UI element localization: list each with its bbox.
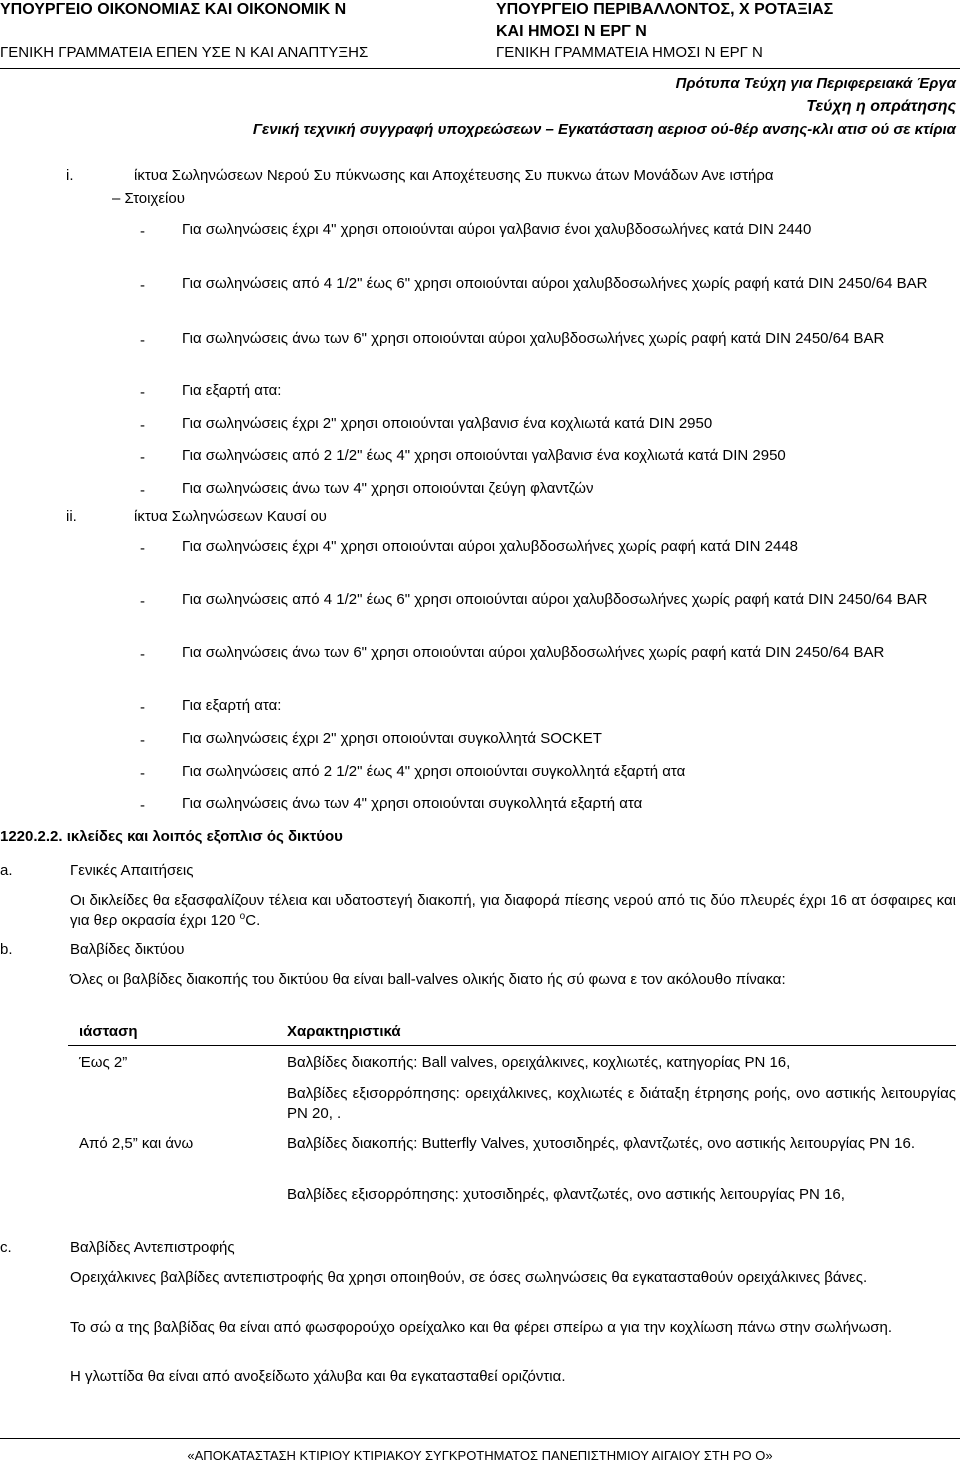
- table-header-characteristics: Χαρακτηριστικά: [287, 1023, 401, 1040]
- list-item: Για σωληνώσεις άνω των 4" χρησι οποιούνται συγκολλητά εξαρτή ατα: [182, 795, 643, 812]
- sub-c-paragraph: Ορειχάλκινες βαλβίδες αντεπιστροφής θα χρησι οποιηθούν, σε όσες σωληνώσεις θα εγκατασταθούν ορειχάλκινες βάνες.: [70, 1269, 868, 1286]
- list-item: Για σωληνώσεις έχρι 2" χρησι οποιούνται συγκολλητά SOCKET: [182, 730, 602, 747]
- ministry-right-subtitle: ΓΕΝΙΚΗ ΓΡΑΜΜΑΤΕΙΑ ΗΜΟΣΙ Ν ΕΡΓ Ν: [496, 44, 763, 61]
- list-dash: -: [140, 540, 145, 557]
- footer-divider: [0, 1438, 960, 1439]
- list-dash: -: [140, 417, 145, 434]
- ministry-left-subtitle: ΓΕΝΙΚΗ ΓΡΑΜΜΑΤΕΙΑ ΕΠΕΝ ΥΣΕ Ν ΚΑΙ ΑΝΑΠΤΥΞΗΣ: [0, 44, 369, 61]
- list-dash: -: [140, 223, 145, 240]
- list-dash: -: [140, 384, 145, 401]
- list-item: Για σωληνώσεις από 4 1/2" έως 6" χρησι οποιούνται αύροι χαλυβδοσωλήνες χωρίς ραφή κατά DIN 2450/64 BAR: [182, 591, 928, 608]
- doc-series-title: Πρότυπα Τεύχη για Περιφερειακά Έργα: [675, 75, 956, 92]
- list-dash: -: [140, 699, 145, 716]
- list-item: Για σωληνώσεις από 4 1/2" έως 6" χρησι οποιούνται αύροι χαλυβδοσωλήνες χωρίς ραφή κατά DIN 2450/64 BAR: [182, 275, 928, 292]
- table-cell-characteristics: Βαλβίδες διακοπής: Butterfly Valves, χυτοσιδηρές, φλαντζωτές, ονο αστικής λειτουργίας PN 16.: [287, 1135, 915, 1152]
- sub-a-paragraph: Οι δικλείδες θα εξασφαλίζουν τέλεια και υδατοστεγή διακοπή, για διαφορά πίεσης νερού από τις δύο πλευρές έχρι 16 ατ όσφαιρες και για θερ οκρασία έχρι 120 $^o$C.: [70, 892, 956, 929]
- sub-a-title: Γενικές Απαιτήσεις: [70, 862, 194, 879]
- sub-c-marker: c.: [0, 1239, 12, 1256]
- list-dash: -: [140, 765, 145, 782]
- doc-spec-title: Γενική τεχνική συγγραφή υποχρεώσεων – Εγκατάσταση αεριοσ ού-θέρ ανσης-κλι ατισ ού σε κτίρια: [252, 121, 956, 138]
- list-dash: -: [140, 593, 145, 610]
- table-cell-dimension: Έως 2”: [79, 1054, 128, 1071]
- ministry-left-title: ΥΠΟΥΡΓΕΙΟ ΟΙΚΟΝΟΜΙΑΣ ΚΑΙ ΟΙΚΟΝΟΜΙΚ Ν: [0, 1, 347, 18]
- list-dash: -: [140, 449, 145, 466]
- sub-c-title: Βαλβίδες Αντεπιστροφής: [70, 1239, 235, 1256]
- table-cell-characteristics: Βαλβίδες διακοπής: Ball valves, ορειχάλκινες, κοχλιωτές, κατηγορίας PN 16,: [287, 1054, 791, 1071]
- sub-a-marker: a.: [0, 862, 13, 879]
- degree-superscript: o: [239, 911, 246, 922]
- list-dash: -: [140, 732, 145, 749]
- list-dash: -: [140, 277, 145, 294]
- table-header-dimension: ιάσταση: [79, 1023, 138, 1040]
- list-item: Για σωληνώσεις έχρι 2" χρησι οποιούνται γαλβανισ ένα κοχλιωτά κατά DIN 2950: [182, 415, 713, 432]
- table-cell-characteristics: Βαλβίδες εξισορρόπησης: χυτοσιδηρές, φλαντζωτές, ονο αστικής λειτουργίας PN 16,: [287, 1186, 845, 1203]
- sub-b-intro: Όλες οι βαλβίδες διακοπής του δικτύου θα είναι ball-valves ολικής διατο ής σύ φωνα ε τον ακόλουθο πίνακα:: [70, 971, 786, 988]
- list-item: Για σωληνώσεις έχρι 4" χρησι οποιούνται αύροι γαλβανισ ένοι χαλυβδοσωλήνες κατά DIN 2440: [182, 221, 812, 238]
- list-item: Για σωληνώσεις από 2 1/2" έως 4" χρησι οποιούνται συγκολλητά εξαρτή ατα: [182, 763, 686, 780]
- list-item: Για εξαρτή ατα:: [182, 697, 282, 714]
- list-dash: -: [140, 797, 145, 814]
- list-item: Για σωληνώσεις έχρι 4" χρησι οποιούνται αύροι χαλυβδοσωλήνες χωρίς ραφή κατά DIN 2448: [182, 538, 798, 555]
- sub-b-title: Βαλβίδες δικτύου: [70, 941, 185, 958]
- list-item: Για σωληνώσεις άνω των 6" χρησι οποιούνται αύροι χαλυβδοσωλήνες χωρίς ραφή κατά DIN 2450/64 BAR: [182, 644, 885, 661]
- table-header-rule: [68, 1045, 956, 1046]
- list-item: Για σωληνώσεις άνω των 4" χρησι οποιούνται ζεύγη φλαντζών: [182, 480, 594, 497]
- list-item: Για σωληνώσεις από 2 1/2" έως 4" χρησι οποιούνται γαλβανισ ένα κοχλιωτά κατά DIN 2950: [182, 447, 786, 464]
- list-dash: -: [140, 646, 145, 663]
- section-i-title-cont: – Στοιχείου: [112, 190, 185, 207]
- section-i-marker: i.: [66, 167, 74, 184]
- list-dash: -: [140, 482, 145, 499]
- table-cell-characteristics: Βαλβίδες εξισορρόπησης: ορειχάλκινες, κοχλιωτές ε διάταξη έτρησης ροής, ονο αστικής λειτουργίας PN 20, .: [287, 1085, 956, 1122]
- section-ii-title: ίκτυα Σωληνώσεων Καυσί ου: [134, 508, 327, 525]
- section-i-title: ίκτυα Σωληνώσεων Νερού Συ πύκνωσης και Αποχέτευσης Συ πυκνω άτων Μονάδων Ανε ιστήρα: [134, 167, 774, 184]
- list-item: Για σωληνώσεις άνω των 6" χρησι οποιούνται αύροι χαλυβδοσωλήνες χωρίς ραφή κατά DIN 2450/64 BAR: [182, 330, 885, 347]
- sub-c-paragraph: Η γλωττίδα θα είναι από ανοξείδωτο χάλυβα και θα εγκατασταθεί οριζόντια.: [70, 1368, 566, 1385]
- ministry-right-title: ΥΠΟΥΡΓΕΙΟ ΠΕΡΙΒΑΛΛΟΝΤΟΣ, Χ ΡΟΤΑΞΙΑΣ: [496, 1, 834, 18]
- section-heading-1220: 1220.2.2. ικλείδες και λοιπός εξοπλισ ός δικτύου: [0, 828, 343, 845]
- table-cell-dimension: Από 2,5” και άνω: [79, 1135, 194, 1152]
- section-ii-marker: ii.: [66, 508, 77, 525]
- header-divider: [0, 68, 960, 69]
- doc-volume-title: Τεύχη η οπράτησης: [806, 98, 956, 115]
- page-footer: «ΑΠΟΚΑΤΑΣΤΑΣΗ ΚΤΙΡΙΟΥ ΚΤΙΡΙΑΚΟΥ ΣΥΓΚΡΟΤΗΜΑΤΟΣ ΠΑΝΕΠΙΣΤΗΜΙΟΥ ΑΙΓΑΙΟΥ ΣΤΗ ΡΟ Ο»: [187, 1448, 773, 1463]
- list-item: Για εξαρτή ατα:: [182, 382, 282, 399]
- sub-b-marker: b.: [0, 941, 13, 958]
- sub-c-paragraph: Το σώ α της βαλβίδας θα είναι από φωσφορούχο ορείχαλκο και θα φέρει σπείρω α για την κοχλίωση πάνω στην σωλήνωση.: [70, 1319, 893, 1336]
- ministry-right-title-2: ΚΑΙ ΗΜΟΣΙ Ν ΕΡΓ Ν: [496, 23, 647, 40]
- list-dash: -: [140, 332, 145, 349]
